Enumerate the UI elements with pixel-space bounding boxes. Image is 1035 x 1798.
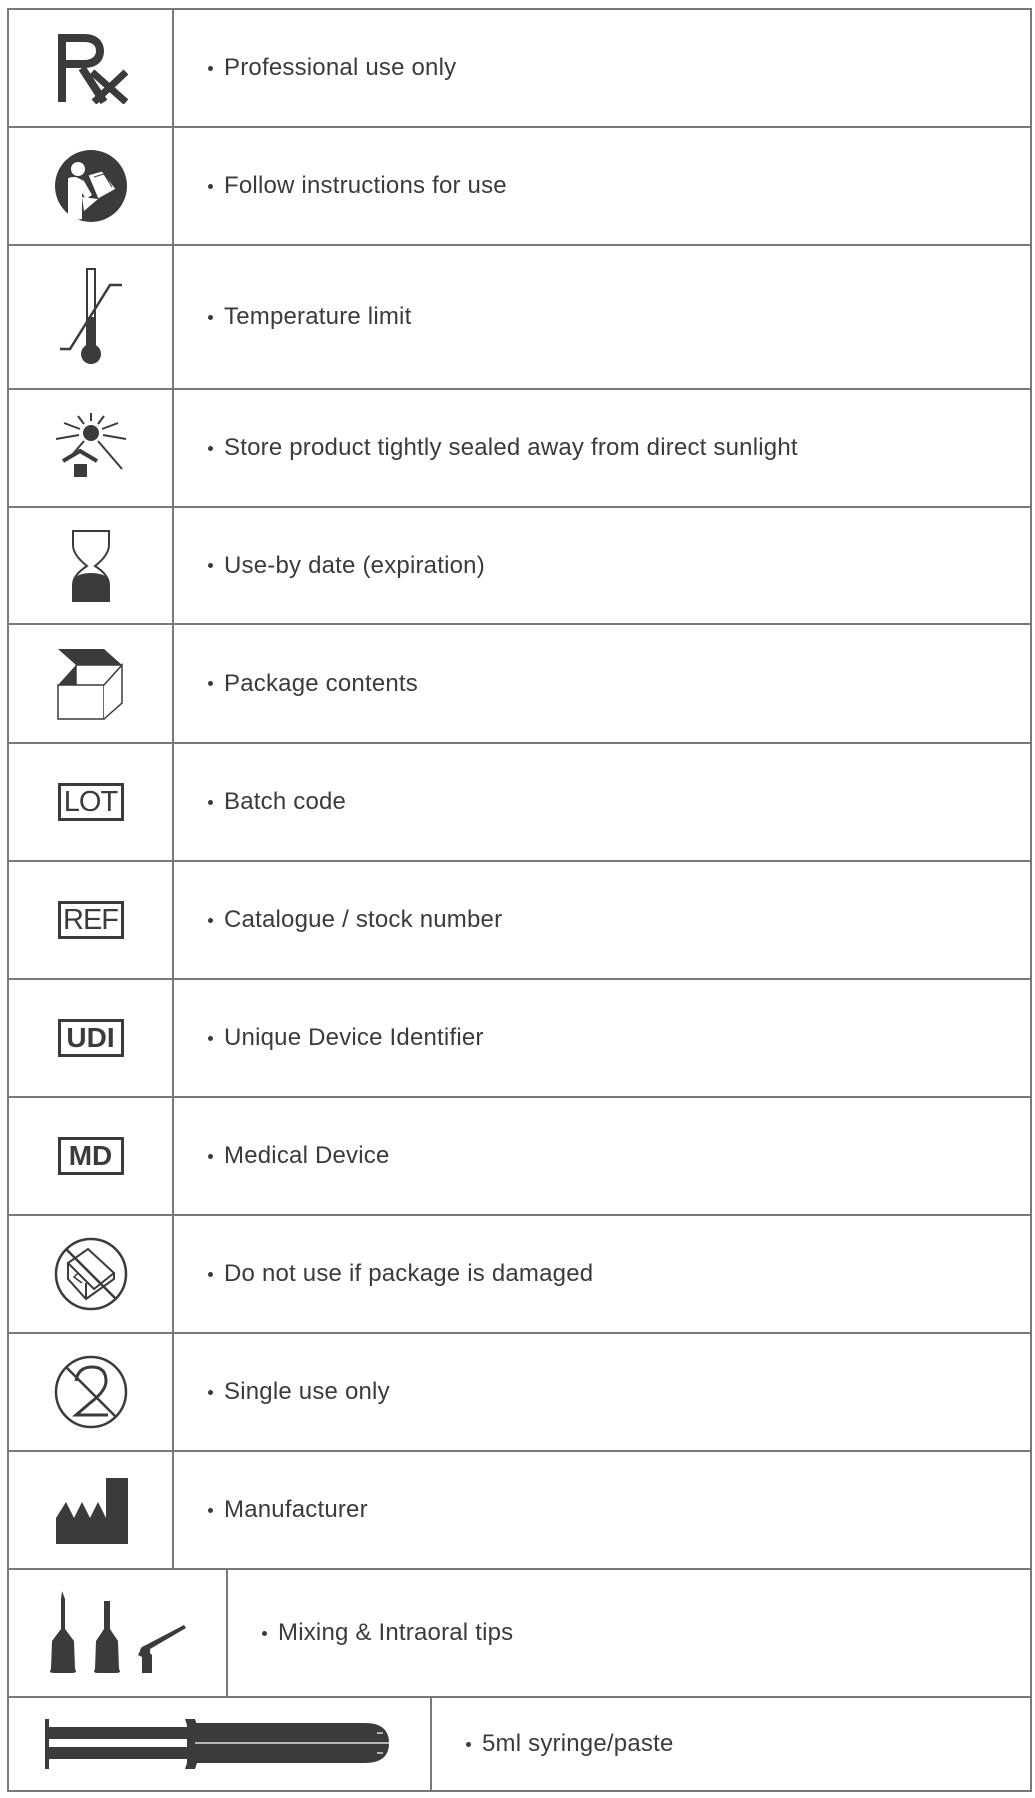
icon-cell xyxy=(9,390,174,506)
icon-cell xyxy=(9,1216,174,1332)
row-label xyxy=(174,1216,1030,1332)
row-label-text: 5ml syringe/paste xyxy=(482,1730,674,1757)
table-row xyxy=(7,978,1032,1096)
row-label xyxy=(174,744,1030,860)
row-label-text: Unique Device Identifier xyxy=(224,1024,484,1051)
ref-icon: REF xyxy=(58,901,124,939)
icon-cell xyxy=(9,246,174,388)
table-row xyxy=(7,1450,1032,1568)
row-label xyxy=(174,980,1030,1096)
follow-instructions-icon xyxy=(54,149,128,223)
bullet xyxy=(208,1036,213,1041)
bullet xyxy=(208,446,213,451)
table-row xyxy=(7,244,1032,388)
rx-icon xyxy=(54,32,128,104)
row-label xyxy=(432,1698,1030,1790)
row-label-text: Do not use if package is damaged xyxy=(224,1260,594,1287)
icon-cell xyxy=(9,1570,228,1696)
bullet xyxy=(208,66,213,71)
bullet xyxy=(208,1508,213,1513)
icon-cell xyxy=(9,10,174,126)
row-label xyxy=(174,862,1030,978)
icon-cell xyxy=(9,1334,174,1450)
row-label xyxy=(174,390,1030,506)
table-row xyxy=(7,388,1032,506)
row-label xyxy=(174,246,1030,388)
lot-icon: LOT xyxy=(58,783,124,821)
bullet xyxy=(208,1272,213,1277)
damaged-package-icon xyxy=(54,1237,128,1311)
row-label xyxy=(228,1570,1030,1696)
row-label-text: Medical Device xyxy=(224,1142,390,1169)
row-label-text: Batch code xyxy=(224,788,347,815)
bullet xyxy=(208,800,213,805)
bullet xyxy=(208,1390,213,1395)
row-label-text: Store product tightly sealed away from direct sunlight xyxy=(224,434,798,461)
table-row xyxy=(7,8,1032,126)
table-row xyxy=(7,1332,1032,1450)
table-row xyxy=(7,1568,1032,1696)
row-label xyxy=(174,128,1030,244)
icon-cell xyxy=(9,1098,174,1214)
syringe-icon xyxy=(45,1719,395,1769)
table-row xyxy=(7,506,1032,623)
row-label-text: Temperature limit xyxy=(224,303,412,330)
keep-away-from-sunlight-icon xyxy=(54,411,128,485)
bullet xyxy=(208,1154,213,1159)
row-label-text: Catalogue / stock number xyxy=(224,906,503,933)
icon-cell xyxy=(9,744,174,860)
bullet xyxy=(208,184,213,189)
md-icon: MD xyxy=(58,1137,124,1175)
table-row xyxy=(7,1214,1032,1332)
row-label xyxy=(174,10,1030,126)
bullet xyxy=(208,563,213,568)
bullet xyxy=(262,1631,267,1636)
hourglass-icon xyxy=(71,529,111,603)
udi-icon: UDI xyxy=(58,1019,124,1057)
table-row xyxy=(7,1696,1032,1792)
temperature-limit-icon xyxy=(58,267,124,367)
row-label-text: Single use only xyxy=(224,1378,390,1405)
icon-cell xyxy=(9,508,174,623)
icon-cell xyxy=(9,980,174,1096)
table-row xyxy=(7,742,1032,860)
row-label xyxy=(174,1452,1030,1568)
row-label xyxy=(174,1098,1030,1214)
row-label-text: Package contents xyxy=(224,669,418,697)
bullet xyxy=(208,681,213,686)
icon-cell xyxy=(9,625,174,742)
icon-cell xyxy=(9,862,174,978)
row-label xyxy=(174,508,1030,623)
table-row xyxy=(7,1096,1032,1214)
row-label-text: Mixing & Intraoral tips xyxy=(278,1619,514,1646)
manufacturer-icon xyxy=(54,1476,128,1544)
row-label-text: Use-by date (expiration) xyxy=(224,551,485,579)
row-label xyxy=(174,1334,1030,1450)
open-box-icon xyxy=(56,647,126,721)
icon-cell xyxy=(9,1452,174,1568)
single-use-icon xyxy=(54,1355,128,1429)
icon-cell xyxy=(9,128,174,244)
row-label xyxy=(174,625,1030,742)
table-row xyxy=(7,126,1032,244)
bullet xyxy=(208,315,213,320)
row-label-text: Follow instructions for use xyxy=(224,172,507,199)
row-label-text: Manufacturer xyxy=(224,1496,368,1523)
mixing-tips-icon xyxy=(48,1591,188,1675)
bullet xyxy=(466,1742,471,1747)
icon-cell xyxy=(9,1698,432,1790)
bullet xyxy=(208,918,213,923)
table-row xyxy=(7,860,1032,978)
table-row xyxy=(7,623,1032,742)
row-label-text: Professional use only xyxy=(224,54,457,81)
